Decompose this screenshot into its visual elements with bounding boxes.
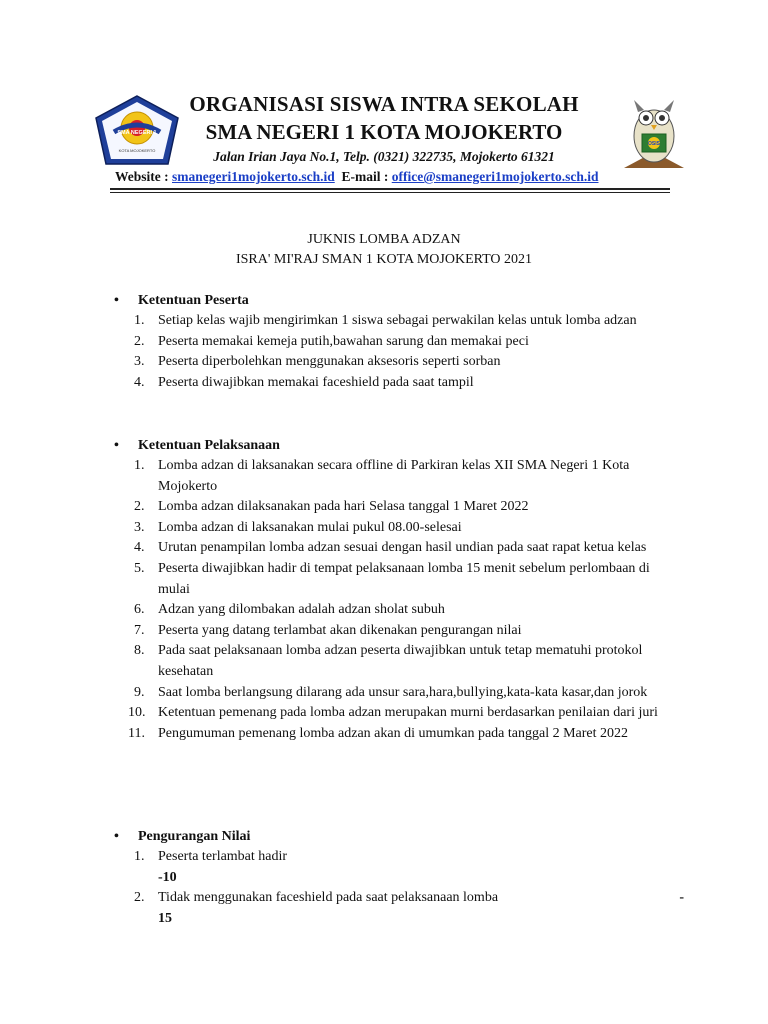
header-divider-thick	[110, 188, 670, 190]
item-number: 4.	[134, 374, 145, 390]
item-text: Pengumuman pemenang lomba adzan akan di umumkan pada tanggal 2 Maret 2022	[158, 725, 629, 741]
deduction-value: -10	[158, 869, 177, 885]
item-number: 2.	[134, 499, 145, 515]
item-number: 9.	[134, 684, 145, 700]
heading-text: Ketentuan Peserta	[138, 293, 249, 308]
header-divider-thin	[110, 192, 670, 193]
item-number: 4.	[134, 540, 145, 556]
section-heading	[114, 827, 684, 847]
item-number: 7.	[134, 622, 145, 638]
email-label: E-mail :	[341, 169, 392, 184]
item-text: Urutan penampilan lomba adzan sesuai dengan hasil undian pada saat rapat ketua kelas	[158, 540, 647, 556]
heading-text: Ketentuan Pelaksanaan	[138, 438, 280, 453]
section-pengurangan-nilai	[114, 827, 684, 929]
item-text: Tidak menggunakan faceshield pada saat pelaksanaan lomba	[158, 890, 499, 906]
list-item	[114, 847, 684, 888]
item-text: Peserta diwajibkan memakai faceshield pada saat tampil	[158, 374, 474, 390]
item-number: 2.	[134, 333, 145, 349]
logo-right-text: OSIS	[648, 141, 660, 147]
bullet-icon: •	[114, 293, 119, 308]
pengurangan-list	[114, 847, 684, 929]
list-item	[114, 456, 684, 497]
section-ketentuan-peserta	[114, 291, 684, 393]
email-link[interactable]: office@smanegeri1mojokerto.sch.id	[391, 169, 599, 184]
list-item	[114, 311, 684, 332]
item-number: 6.	[134, 602, 145, 618]
item-text: Lomba adzan di laksanakan mulai pukul 08.00-selesai	[158, 519, 462, 535]
website-label: Website :	[115, 169, 172, 184]
item-text: Peserta memakai kemeja putih,bawahan sarung dan memakai peci	[158, 333, 529, 349]
doc-title: JUKNIS LOMBA ADZAN	[307, 232, 461, 247]
list-item	[114, 352, 684, 373]
section-ketentuan-pelaksanaan	[114, 436, 684, 744]
contact-line	[115, 169, 599, 185]
item-number: 2.	[134, 890, 145, 906]
logo-left-text-2: KOTA MOJOKERTO	[118, 148, 156, 153]
list-item	[114, 621, 684, 642]
item-text: Adzan yang dilombakan adalah adzan sholat subuh	[158, 602, 445, 618]
item-number: 11.	[128, 725, 145, 741]
list-item	[114, 703, 684, 724]
item-text: Ketentuan pemenang pada lomba adzan merupakan murni berdasarkan penilaian dari juri	[158, 705, 658, 721]
peserta-list	[114, 311, 684, 393]
item-number: 1.	[134, 313, 145, 328]
item-number: 1.	[134, 458, 145, 473]
list-item	[114, 600, 684, 621]
pelaksanaan-list	[114, 456, 684, 744]
item-text: Pada saat pelaksanaan lomba adzan peserta diwajibkan untuk tetap mematuhi protokol kesehatan	[158, 643, 643, 679]
item-number: 8.	[134, 643, 145, 659]
section-heading	[114, 291, 684, 311]
school-name: SMA NEGERI 1 KOTA MOJOKERTO	[205, 120, 563, 144]
item-number: 5.	[134, 560, 145, 576]
item-number: 3.	[134, 519, 145, 535]
logo-left-text-1: SMA NEGERI 1	[117, 130, 157, 136]
list-item	[114, 724, 684, 745]
list-item	[114, 497, 684, 518]
doc-subtitle: ISRA' MI'RAJ SMAN 1 KOTA MOJOKERTO 2021	[235, 252, 533, 267]
item-number: 1.	[134, 849, 145, 864]
list-item	[114, 373, 684, 394]
list-item	[114, 559, 684, 600]
item-number: 3.	[134, 354, 145, 370]
bullet-icon: •	[114, 829, 119, 844]
item-text: Lomba adzan di laksanakan secara offline di Parkiran kelas XII SMA Negeri 1 Kota Mojokerto	[158, 458, 630, 494]
list-item	[114, 888, 684, 929]
item-text: Peserta diwajibkan hadir di tempat pelaksanaan lomba 15 menit sebelum perlombaan di mulai	[158, 560, 650, 597]
list-item	[114, 641, 684, 682]
item-number: 10.	[128, 705, 146, 721]
item-text: Saat lomba berlangsung dilarang ada unsur sara,hara,bullying,kata-kata kasar,dan jorok	[158, 684, 648, 700]
bullet-icon: •	[114, 438, 119, 453]
item-text: Setiap kelas wajib mengirimkan 1 siswa sebagai perwakilan kelas untuk lomba adzan	[158, 313, 637, 328]
deduction-sign: -	[679, 890, 684, 906]
item-text: Lomba adzan dilaksanakan pada hari Selasa tanggal 1 Maret 2022	[158, 499, 529, 515]
item-text: Peserta yang datang terlambat akan dikenakan pengurangan nilai	[158, 622, 522, 638]
item-text: Peserta terlambat hadir	[158, 849, 288, 864]
item-text: Peserta diperbolehkan menggunakan aksesoris seperti sorban	[158, 354, 501, 370]
school-address: Jalan Irian Jaya No.1, Telp. (0321) 322735, Mojokerto 61321	[213, 149, 555, 164]
list-item	[114, 538, 684, 559]
deduction-value: 15	[158, 910, 172, 926]
website-link[interactable]: smanegeri1mojokerto.sch.id	[172, 169, 335, 184]
org-name: ORGANISASI SISWA INTRA SEKOLAH	[189, 92, 579, 116]
list-item	[114, 683, 684, 704]
list-item	[114, 518, 684, 539]
section-heading	[114, 436, 684, 456]
heading-text: Pengurangan Nilai	[138, 829, 251, 844]
list-item	[114, 332, 684, 353]
